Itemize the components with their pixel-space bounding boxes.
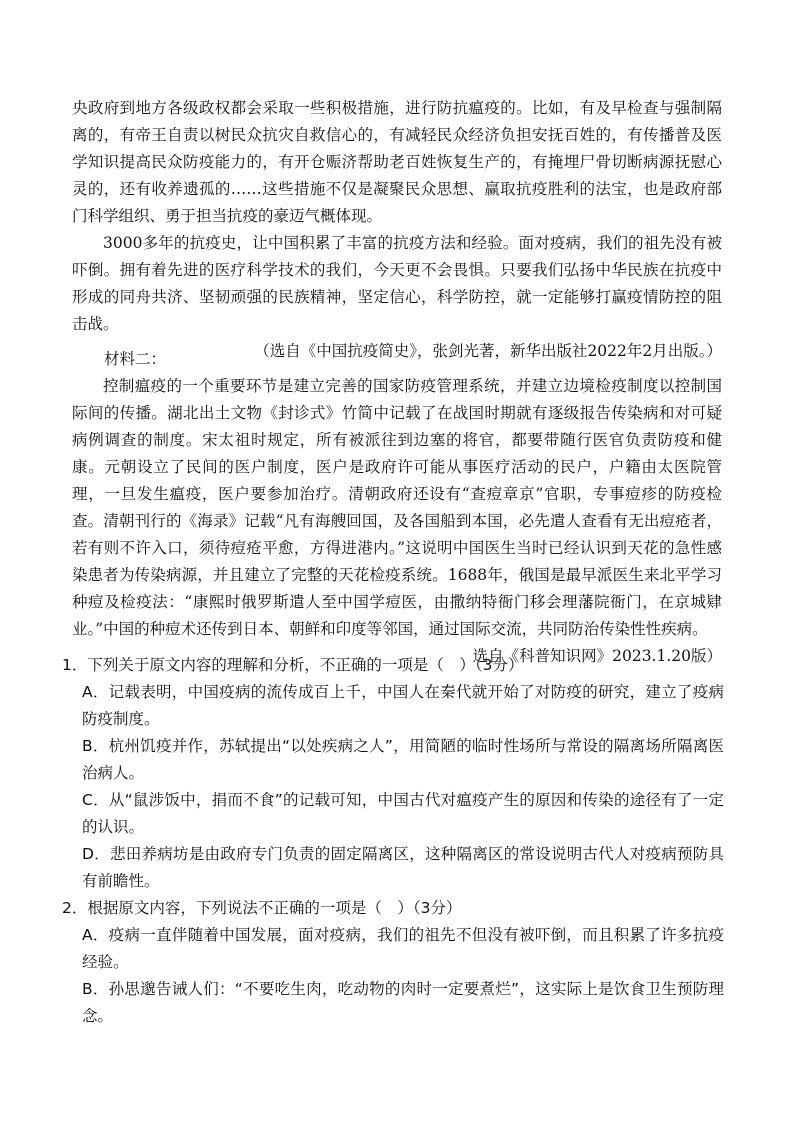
- option-b: B．杭州饥疫并作，苏轼提出“以处疾病之人”，用简陋的临时性场所与常设的隔离场所隔离医治病人。: [82, 737, 724, 782]
- question-2: [62, 895, 724, 1030]
- option-c: C．从“鼠涉饭中，捐而不食”的记载可知，中国古代对瘟疫产生的原因和传染的途径有了一定的认识。: [82, 791, 724, 836]
- question-stem: 1．下列关于原文内容的理解和分析，不正确的一项是（ ）（3分）: [62, 656, 524, 674]
- material-one-paragraph-1: 央政府到地方各级政权都会采取一些积极措施，进行防抗瘟疫的。比如，有及早检查与强制隔离的，有帝王自责以树民众抗灾自救信心的，有减轻民众经济负担安抚百姓的，有传播普及医学知识提高民众防疫能力的，有开仓赈济帮助老百姓恢复生产的，有掩埋尸骨切断病源抚慰心灵的，还有收养遗孤的……这些措施不仅是凝聚民众思想、赢取抗疫胜利的法宝，也是政府部门科学组织、勇于担当抗疫的豪迈气概体现。: [72, 99, 722, 225]
- option-a: A．记载表明，中国疫病的流传成百上千，中国人在秦代就开始了对防疫的研究，建立了疫病防疫制度。: [82, 683, 724, 728]
- question-stem: 2．根据原文内容，下列说法不正确的一项是（ ）（3分）: [62, 899, 462, 917]
- material-one-paragraph-2: 3000多年的抗疫史，让中国积累了丰富的抗疫方法和经验。面对疫病，我们的祖先没有被吓倒。拥有着先进的医疗科学技术的我们，今天更不会畏惧。只要我们弘扬中华民族在抗疫中形成的同舟共济、坚韧顽强的民族精神，坚定信心，科学防控，就一定能够打赢疫情防控的阻击战。: [72, 234, 722, 333]
- material-two-paragraph: 控制瘟疫的一个重要环节是建立完善的国家防疫管理系统，并建立边境检疫制度以控制国际间的传播。湖北出土文物《封诊式》竹简中记载了在战国时期就有逐级报告传染病和对可疑病例调查的制度。宋太祖时规定，所有被派往到边塞的将官，都要带随行医官负责防疫和健康。元朝设立了民间的医户制度，医户是政府许可能从事医疗活动的民户，户籍由太医院管理，一旦发生瘟疫，医户要参加治疗。清朝政府还设有“查痘章京”官职，专事痘疹的防疫检查。清朝刊行的《海录》记载“凡有海艘回国，及各国船到本国，必先遣人查看有无出痘疮者，若有则不许入口，须待痘疮平愈，方得进港内。”这说明中国医生当时已经认识到天花的急性感染患者为传染病源，并且建立了完整的天花检疫系统。1688年，俄国是最早派医生来北平学习种痘及检疫法：“康熙时俄罗斯遣人至中国学痘医，由撒纳特衙门移会理藩院衙门，在京城肄业。”中国的种痘术还传到日本、朝鲜和印度等邻国，通过国际交流，共同防治传染性性疾病。: [72, 377, 722, 638]
- material-one-continued: [72, 95, 722, 365]
- material-two: [72, 346, 722, 670]
- questions-section: [62, 652, 724, 1030]
- material-two-heading: 材料二：: [104, 350, 167, 368]
- option-d: D．悲田养病坊是由政府专门负责的固定隔离区，这种隔离区的常设说明古代人对疫病预防具有前瞻性。: [82, 845, 724, 890]
- material-one-source: （选自《中国抗疫简史》，张剑光著，新华出版社2022年2月出版。）: [254, 342, 722, 360]
- material-two-source: 选自《科普知识网》2023.1.20版）: [472, 647, 722, 665]
- option-b: B．孙思邈告诫人们：“不要吃生肉，吃动物的肉时一定要煮烂”，这实际上是饮食卫生预防理念。: [82, 980, 724, 1025]
- question-1: [62, 652, 724, 895]
- option-a: A．疫病一直伴随着中国发展，面对疫病，我们的祖先不但没有被吓倒，而且积累了许多抗疫经验。: [82, 926, 724, 971]
